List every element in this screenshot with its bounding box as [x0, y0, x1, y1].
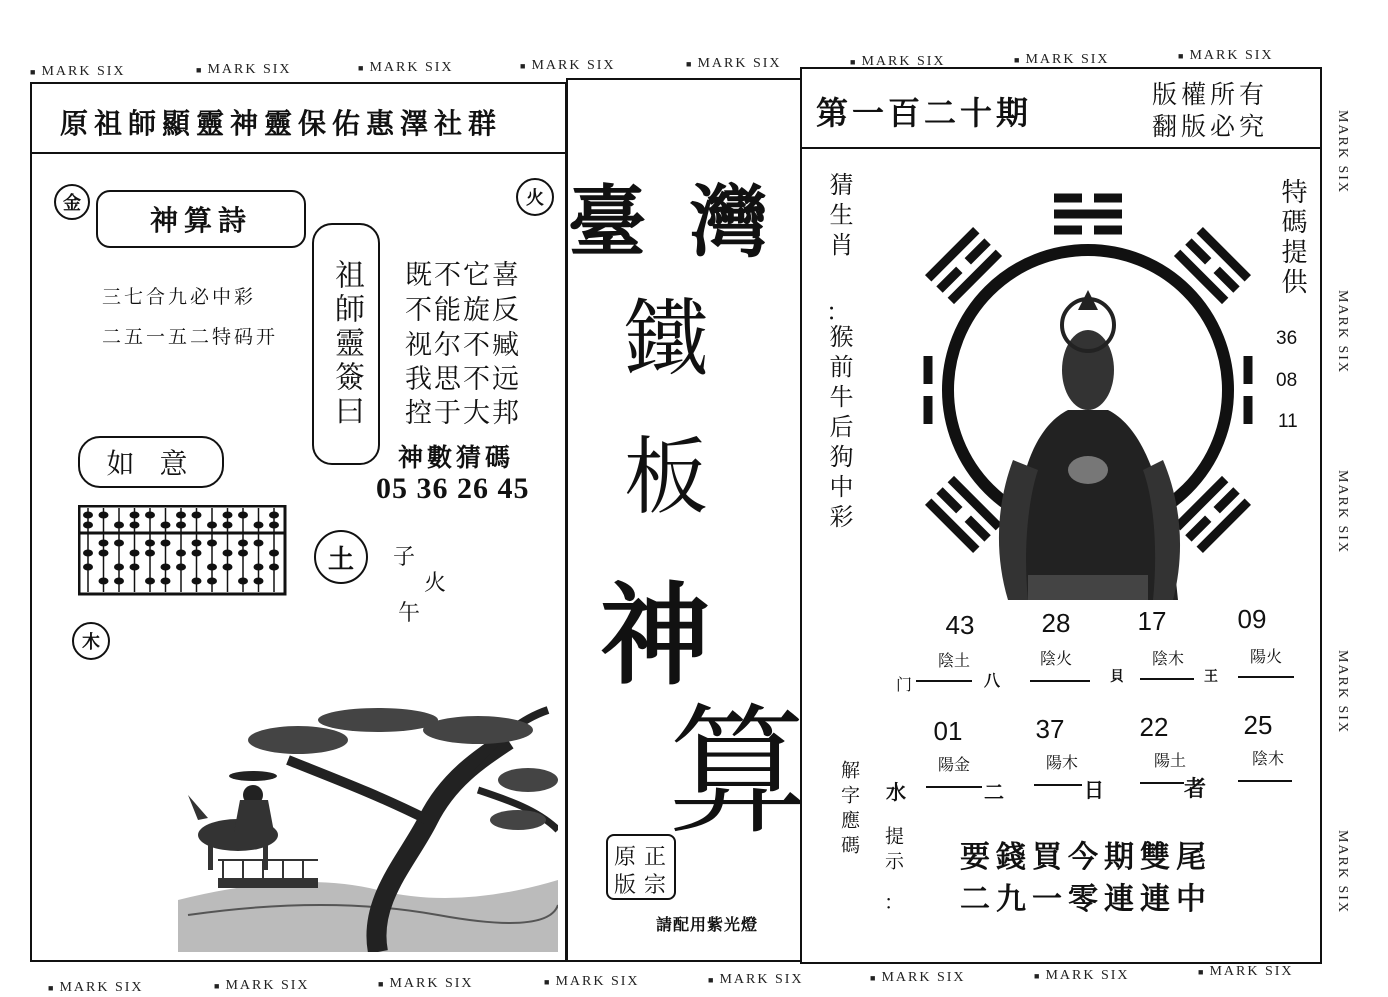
center-title-tai: 臺 — [568, 177, 647, 268]
poem-line-2: 二五一五二特码开 — [102, 326, 279, 348]
number-cell-1-1: 43 — [945, 610, 975, 640]
hint-line-1: 要錢買今期雙尾 — [960, 840, 1212, 875]
abacus-bead — [192, 550, 202, 557]
zodiac-huo: 火 — [424, 571, 447, 596]
watermark-top: ■ MARK SIX — [358, 60, 454, 75]
abacus-bead — [223, 564, 233, 571]
abacus-bead — [161, 540, 171, 547]
left-banner: 原祖師顯靈神靈保佑惠澤社群 — [60, 107, 503, 140]
stamp-char-1: 原 — [614, 845, 637, 870]
number-cell-2-1: 01 — [933, 716, 963, 746]
abacus-bead — [238, 550, 248, 557]
abacus-bead — [83, 512, 93, 519]
abacus-bead — [130, 550, 140, 557]
issue-number: 第一百二十期 — [816, 94, 1033, 132]
hint-line-2: 二九一零連連中 — [960, 882, 1212, 917]
zodiac-wu: 午 — [398, 601, 421, 626]
abacus-bead — [145, 512, 155, 519]
trigram-bar — [968, 242, 988, 262]
watermark-bottom: ■ MARK SIX — [708, 972, 804, 987]
oracle-line-2: 不能旋反 — [405, 295, 521, 326]
stamp-char-4: 宗 — [644, 873, 667, 898]
abacus-bead — [207, 564, 217, 571]
oracle-line-3: 视尔不臧 — [405, 330, 521, 361]
center-title-ban: 板 — [624, 428, 709, 526]
abacus-bead — [99, 578, 109, 585]
watermark-right: MARK SIX — [1335, 650, 1350, 735]
row1-glyph-2: 八 — [984, 671, 1001, 690]
bagua-deity-illustration — [918, 170, 1258, 600]
zodiac-zi: 子 — [393, 545, 416, 570]
guess-numbers: 05 36 26 45 — [376, 472, 530, 505]
watermark-bottom: ■ MARK SIX — [48, 980, 144, 995]
abacus-bead — [99, 512, 109, 519]
hint-label: 提示 — [882, 826, 904, 876]
watermark-right: MARK SIX — [1335, 110, 1350, 195]
abacus-bead — [83, 564, 93, 571]
abacus-bead — [176, 522, 186, 529]
center-footer: 請配用紫光燈 — [656, 915, 759, 934]
label-cell-2-4: 陰木 — [1251, 751, 1284, 768]
row1-glyph-1: 门 — [896, 675, 913, 694]
label-cell-1-4: 陽火 — [1249, 649, 1282, 666]
poem-title: 神算詩 — [149, 204, 252, 237]
abacus-bead — [207, 540, 217, 547]
element-wood-badge: 木 — [72, 622, 110, 660]
element-earth-badge: 土 — [314, 530, 368, 584]
label-cell-1-3: 陰木 — [1151, 651, 1184, 668]
trigram-bar — [940, 270, 960, 290]
row2-underline-3 — [1140, 782, 1184, 784]
ruyi-text: 如 意 — [106, 447, 196, 480]
center-title-tie: 鐵 — [624, 290, 709, 388]
abacus-bead — [145, 540, 155, 547]
abacus-bead — [145, 550, 155, 557]
row1-underline-1 — [916, 680, 972, 682]
watermark-top: ■ MARK SIX — [30, 64, 126, 79]
watermark-right: MARK SIX — [1335, 290, 1350, 375]
number-cell-2-4: 25 — [1243, 710, 1273, 740]
stamp-char-3: 版 — [614, 873, 637, 898]
watermark-top: ■ MARK SIX — [850, 54, 946, 69]
label-cell-2-3: 陽土 — [1153, 753, 1186, 770]
element-fire-badge: 火 — [516, 178, 554, 216]
watermark-bottom: ■ MARK SIX — [1198, 964, 1294, 979]
zodiac-colon: ： — [826, 298, 850, 326]
copyright-line-1: 版權所有 — [1152, 80, 1269, 109]
number-cell-2-2: 37 — [1035, 714, 1065, 744]
watermark-bottom: ■ MARK SIX — [870, 970, 966, 985]
center-title-suan: 算 — [668, 691, 809, 854]
abacus-bead — [223, 550, 233, 557]
row2-glyph-1: 水 — [886, 780, 906, 804]
abacus-bead — [114, 578, 124, 585]
watermark-top: ■ MARK SIX — [1178, 48, 1274, 63]
row1-underline-2 — [1030, 680, 1090, 682]
decode-label: 解字應碼 — [838, 760, 860, 860]
trigram-bar — [968, 519, 988, 539]
authentic-stamp — [606, 834, 676, 900]
watermark-top: ■ MARK SIX — [196, 62, 292, 77]
abacus-bead — [99, 550, 109, 557]
number-cell-1-2: 28 — [1041, 608, 1071, 638]
trigram-bar — [1217, 270, 1237, 290]
number-cell-1-3: 17 — [1137, 606, 1167, 636]
abacus-bead — [207, 522, 217, 529]
abacus-bead — [161, 578, 171, 585]
poem-title-box — [96, 190, 306, 248]
watermark-top: ■ MARK SIX — [1014, 52, 1110, 67]
abacus-bead — [269, 550, 279, 557]
poem-line-1: 三七合九必中彩 — [102, 286, 257, 308]
row2-underline-2 — [1034, 784, 1082, 786]
number-cell-1-4: 09 — [1237, 604, 1267, 634]
abacus-bead — [114, 564, 124, 571]
abacus-bead — [176, 550, 186, 557]
abacus-bead — [238, 578, 248, 585]
abacus-bead — [176, 564, 186, 571]
trigram-bar — [1217, 490, 1237, 510]
center-title-wan: 灣 — [690, 177, 769, 268]
row1-glyph-3: 貝 — [1110, 669, 1124, 685]
abacus-bead — [223, 512, 233, 519]
abacus-bead — [238, 512, 248, 519]
watermark-bottom: ■ MARK SIX — [214, 978, 310, 993]
trigram-bar — [1188, 519, 1208, 539]
abacus-bead — [269, 522, 279, 529]
abacus-bead — [83, 522, 93, 529]
abacus-bead — [269, 564, 279, 571]
guess-zodiac-label: 猜生肖 — [825, 172, 853, 262]
abacus-bead — [130, 564, 140, 571]
zodiac-hint: 猴前牛后狗中彩 — [825, 324, 853, 534]
abacus-bead — [114, 540, 124, 547]
row2-underline-4 — [1238, 780, 1292, 782]
abacus-bead — [176, 512, 186, 519]
abacus-bead — [207, 578, 217, 585]
row2-glyph-4: 者 — [1184, 776, 1207, 802]
oracle-title-box — [312, 223, 380, 465]
abacus-bead — [269, 512, 279, 519]
abacus-bead — [83, 550, 93, 557]
row2-glyph-2: 二 — [984, 780, 1004, 804]
abacus-image — [78, 505, 288, 597]
hint-colon: ： — [884, 890, 904, 914]
abacus-bead — [114, 522, 124, 529]
number-cell-2-3: 22 — [1139, 712, 1169, 742]
copyright-line-2: 翻版必究 — [1152, 112, 1269, 141]
row1-glyph-4: 王 — [1204, 669, 1218, 685]
abacus-bead — [254, 522, 264, 529]
special-number-1: 36 — [1276, 328, 1298, 349]
guess-label: 神數猜碼 — [398, 443, 515, 472]
abacus-bead — [99, 540, 109, 547]
label-cell-1-2: 陰火 — [1039, 651, 1072, 668]
label-cell-2-1: 陽金 — [937, 757, 970, 774]
special-number-2: 08 — [1276, 370, 1298, 391]
watermark-right: MARK SIX — [1335, 470, 1350, 555]
trigram-bar — [1188, 242, 1208, 262]
stamp-char-2: 正 — [644, 845, 667, 870]
watermark-bottom: ■ MARK SIX — [378, 976, 474, 991]
abacus-bead — [254, 564, 264, 571]
label-cell-2-2: 陽木 — [1045, 755, 1078, 772]
abacus-bead — [192, 578, 202, 585]
abacus-bead — [254, 578, 264, 585]
special-code-label: 特碼提供 — [1277, 178, 1307, 298]
special-number-3: 11 — [1278, 411, 1298, 432]
oracle-line-4: 我思不远 — [405, 364, 521, 395]
watermark-bottom: ■ MARK SIX — [544, 974, 640, 989]
watermark-top: ■ MARK SIX — [520, 58, 616, 73]
element-metal-badge: 金 — [54, 184, 90, 220]
row2-underline-1 — [926, 786, 982, 788]
abacus-bead — [145, 578, 155, 585]
ruyi-box — [78, 436, 224, 488]
row1-underline-3 — [1140, 678, 1194, 680]
abacus-bead — [161, 522, 171, 529]
trigram-bar — [940, 490, 960, 510]
abacus-bead — [130, 512, 140, 519]
watermark-top: ■ MARK SIX — [686, 56, 782, 71]
row1-underline-4 — [1238, 676, 1294, 678]
oracle-line-5: 控于大邦 — [405, 398, 521, 429]
watermark-bottom: ■ MARK SIX — [1034, 968, 1130, 983]
watermark-right: MARK SIX — [1335, 830, 1350, 915]
abacus-bead — [130, 522, 140, 529]
abacus-bead — [223, 522, 233, 529]
abacus-bead — [254, 540, 264, 547]
abacus-bead — [161, 564, 171, 571]
oracle-title: 祖師靈簽曰 — [329, 259, 364, 429]
abacus-bead — [192, 512, 202, 519]
center-title-shen: 神 — [600, 571, 710, 700]
landscape-illustration — [178, 700, 558, 952]
abacus-bead — [238, 540, 248, 547]
label-cell-1-1: 陰土 — [937, 653, 970, 670]
abacus-bead — [192, 540, 202, 547]
oracle-line-1: 既不它喜 — [405, 260, 521, 291]
row2-glyph-3: 日 — [1084, 778, 1104, 802]
